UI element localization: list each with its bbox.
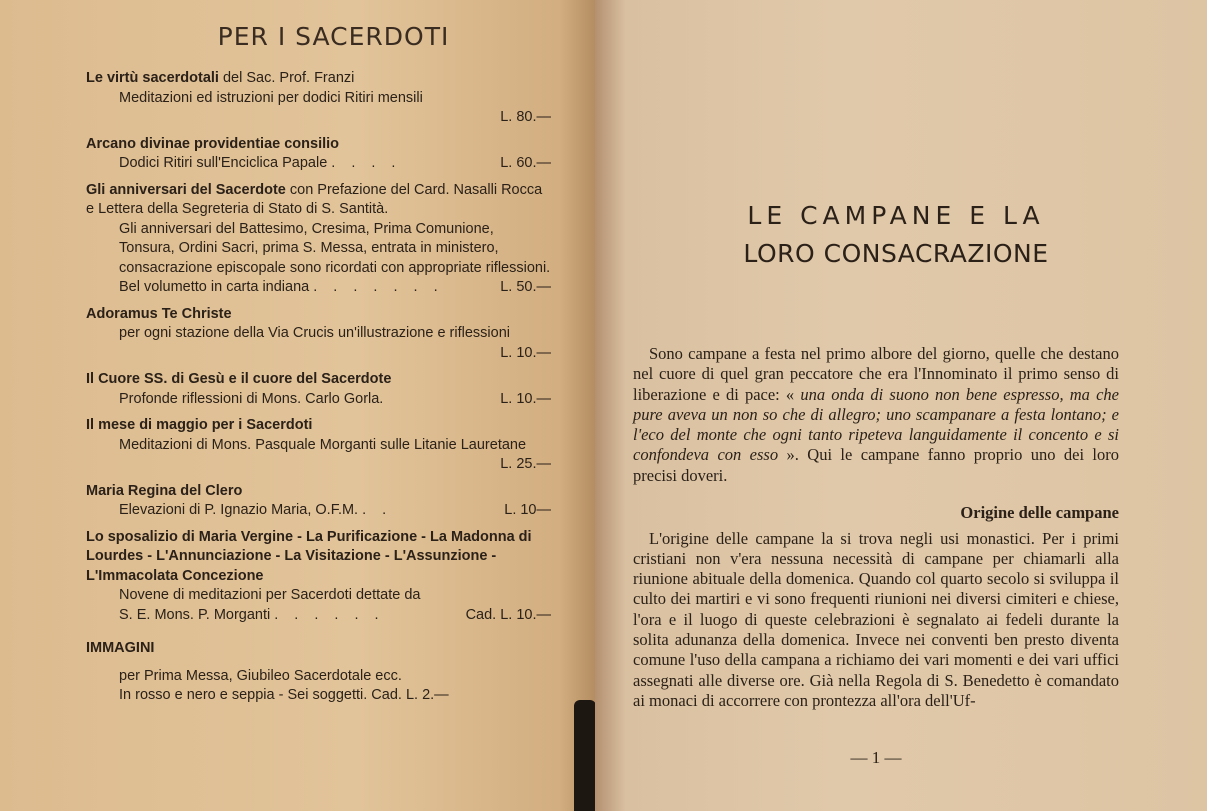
catalog-entry-3: Gli anniversari del Sacerdote con Prefazione del Card. Nasalli Rocca e Lettera della Segreteria di Stato di S. Santità. Gli anniversari del Battesimo, Cresima, Prima Comunione, Tonsura, Ordini Sacri, prima S. Messa, entrata in ministero, consacrazione episcopale sono ricordati con appropriate riflessioni. Bel volumetto in carta indiana . . . . . . . L. 50.— <box>86 181 551 298</box>
catalog-entry-1: Le virtù sacerdotali del Sac. Prof. Franzi Meditazioni ed istruzioni per dodici Ritiri mensili L. 80.— <box>86 69 551 128</box>
price: L. 50.— <box>500 279 551 295</box>
price: L. 10— <box>504 502 551 518</box>
price: Cad. L. 10.— <box>465 606 551 623</box>
chapter-title: LE CAMPANE E LA LORO CONSACRAZIONE <box>743 201 1049 268</box>
origin-paragraph: L'origine delle campane la si trova negli usi monastici. Per i primi cristiani non v'era nessuna necessità di campane per chiamarli alla riunione abituale della domenica. Quando col quarto secolo si sviluppa il culto dei martiri e vi sono frequenti riunioni nei diversi cimiteri e chiese, l'ora e il luogo di queste celebrazioni è segnalato ai fedeli durante la solita adunanza della domenica. Invece nei conventi ben presto diventa comune l'uso della campana a richiamo dei vari momenti e dei vari uffici assegnati alle diverse ore. Già nella Regola di S. Benedetto è comandato ai monaci di accorrere con prontezza all'ora dell'Uf- <box>633 528 1119 710</box>
price: L. 10.— <box>500 390 551 407</box>
intro-paragraph: Sono campane a festa nel primo albore del giorno, quelle che destano nel cuore di quel gran peccatore che era l'Innominato il primo senso di liberazione e di pace: « una onda di suono non bene espresso, ma che pure aveva un non so che di allegro; uno scampanare a festa lontano; e l'eco del monte che ogni tanto ripeteva languidamente il concento e si confondeva con esso ». Qui le campane fanno proprio uno dei loro precisi doveri. <box>633 344 1120 485</box>
catalog-entry-5: Il Cuore SS. di Gesù e il cuore del Sacerdote Profonde riflessioni di Mons. Carlo Gorla. L. 10.— <box>86 370 551 409</box>
catalog-entry-8: Lo sposalizio di Maria Vergine - La Purificazione - La Madonna di Lourdes - L'Annunciazione - La Visitazione - L'Assunzione - L'Immacolata Concezione Novene di meditazioni per Sacerdoti dettate da S. E. Mons. P. Morganti . . . . . . Cad. L. 10.— <box>86 528 551 626</box>
right-page <box>595 0 1207 811</box>
price: L. 60.— <box>500 155 551 171</box>
price: L. 10.— <box>500 344 551 361</box>
catalog-entry-6: Il mese di maggio per i Sacerdoti Meditazioni di Mons. Pasquale Morganti sulle Litanie Lauretane L. 25.— <box>86 416 551 475</box>
left-page-title: PER I SACERDOTI <box>217 22 450 51</box>
page-number: — 1 — <box>850 748 902 767</box>
left-page <box>0 0 595 811</box>
section-subtitle: Origine delle campane <box>960 502 1119 522</box>
catalog-entry-2: Arcano divinae providentiae consilio Dodici Ritiri sull'Enciclica Papale . . . . L. 60.— <box>86 135 551 174</box>
price: L. 25.— <box>500 456 551 472</box>
price: L. 80.— <box>500 109 551 125</box>
catalog-entry-4: Adoramus Te Christe per ogni stazione della Via Crucis un'illustrazione e riflessioni L. 10.— <box>86 305 551 364</box>
catalog-entry-7: Maria Regina del Clero Elevazioni di P. Ignazio Maria, O.F.M. . . L. 10— <box>86 482 551 521</box>
binding-tear <box>574 700 596 811</box>
catalog-entry-9: IMMAGINI per Prima Messa, Giubileo Sacerdotale ecc. In rosso e nero e seppia - Sei soggetti. Cad. L. 2.— <box>86 640 449 703</box>
